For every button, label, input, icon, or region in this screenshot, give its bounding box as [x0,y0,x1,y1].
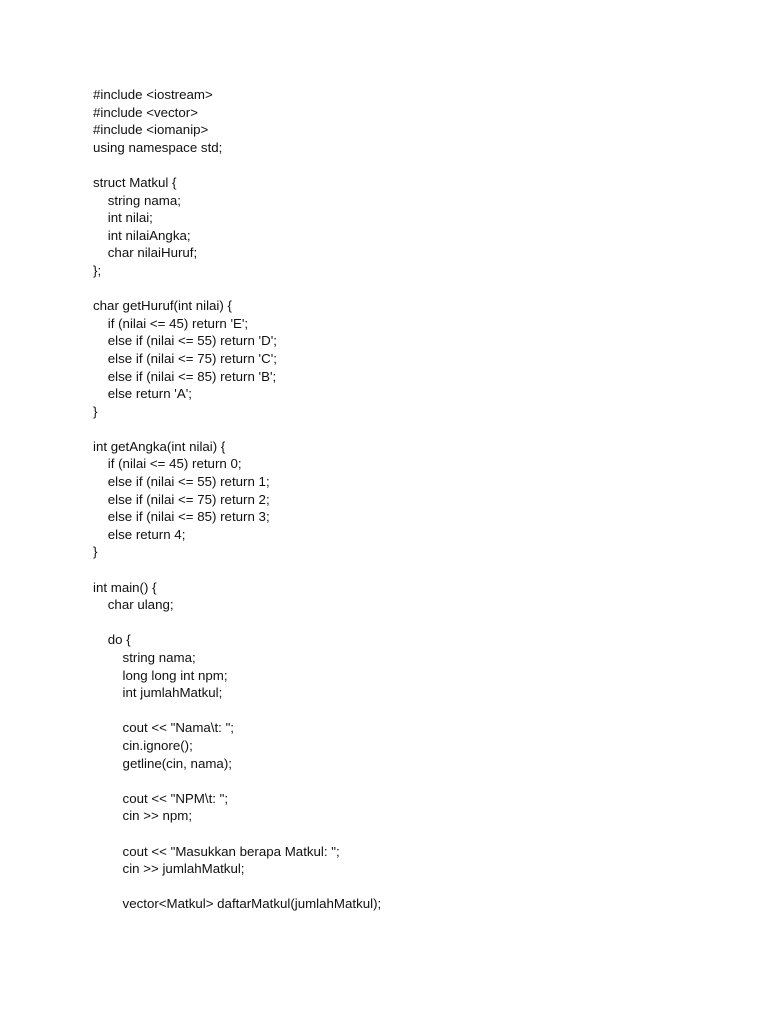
code-line [93,702,733,720]
code-line: do { [93,632,131,648]
code-line [93,772,733,790]
code-line: else if (nilai <= 55) return 'D'; [93,333,277,349]
code-line: }; [93,262,102,278]
code-listing [93,86,733,913]
code-line: else if (nilai <= 85) return 3; [93,509,270,525]
code-line: int getAngka(int nilai) { [93,438,226,454]
code-line: else return 'A'; [93,386,192,402]
code-line: else if (nilai <= 75) return 2; [93,491,270,507]
code-line: cin.ignore(); [93,737,193,753]
code-line: vector<Matkul> daftarMatkul(jumlahMatkul); [93,896,382,912]
code-line: int nilai; [93,210,153,226]
code-line [93,280,733,298]
code-line [93,614,733,632]
code-line: char ulang; [93,597,174,613]
code-line: getline(cin, nama); [93,755,232,771]
code-line: if (nilai <= 45) return 0; [93,456,242,472]
code-line: struct Matkul { [93,174,177,190]
code-line [93,825,733,843]
code-line: else if (nilai <= 85) return 'B'; [93,368,277,384]
code-line: cin >> npm; [93,808,193,824]
code-line: else return 4; [93,526,186,542]
code-line: string nama; [93,650,196,665]
code-line: char getHuruf(int nilai) { [93,298,232,314]
code-line [93,878,733,896]
code-line: } [93,403,98,419]
code-line [93,561,733,579]
code-line: #include <iomanip> [93,122,209,138]
code-line: string nama; [93,192,181,208]
code-line: cout << "Nama\t: "; [93,720,234,736]
code-line: long long int npm; [93,667,228,683]
code-line: if (nilai <= 45) return 'E'; [93,315,249,331]
code-line [93,420,733,438]
code-line [93,156,733,174]
code-line: #include <vector> [93,104,198,120]
code-line: else if (nilai <= 55) return 1; [93,474,270,490]
code-line: int main() { [93,579,157,595]
code-line: using namespace std; [93,139,223,155]
code-line: int nilaiAngka; [93,227,191,243]
code-line: int jumlahMatkul; [93,685,223,701]
code-line: cin >> jumlahMatkul; [93,861,245,877]
code-line: cout << "Masukkan berapa Matkul: "; [93,843,340,859]
code-line: cout << "NPM\t: "; [93,790,229,806]
code-line: #include <iostream> [93,87,213,102]
code-line: else if (nilai <= 75) return 'C'; [93,350,277,366]
code-line: char nilaiHuruf; [93,245,198,261]
code-line: } [93,544,98,560]
